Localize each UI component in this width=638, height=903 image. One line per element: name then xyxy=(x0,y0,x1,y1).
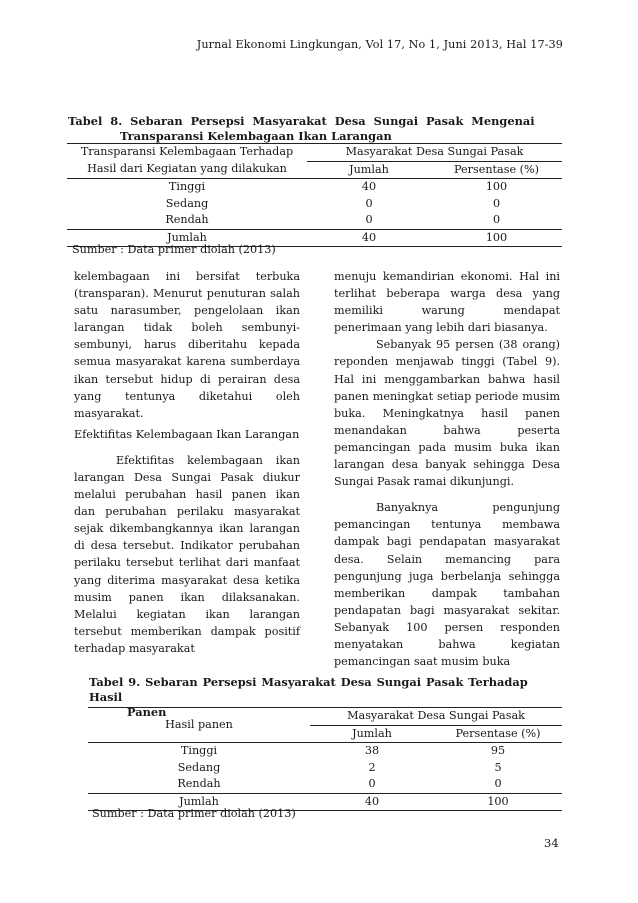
table8-total-jumlah: 40 xyxy=(307,229,431,247)
right-column xyxy=(334,268,560,670)
table8-total-label: Jumlah xyxy=(67,229,307,247)
table8-caption-line2: Transparansi Kelembagaan Ikan Larangan xyxy=(120,129,392,143)
page-number: 34 xyxy=(544,836,559,850)
table8-row-persen: 0 xyxy=(492,196,501,210)
left-column xyxy=(74,268,300,657)
table-row xyxy=(88,776,562,793)
table-row xyxy=(67,212,562,229)
table8-row-jumlah: 0 xyxy=(365,213,373,226)
table9-row-jumlah: 0 xyxy=(368,777,376,790)
table8-source: Sumber : Data primer diolah (2013) xyxy=(72,243,276,256)
table9-source: Sumber : Data primer diolah (2013) xyxy=(92,807,296,820)
table8-sub-persentase: Persentase (%) xyxy=(431,161,562,179)
table-row xyxy=(88,760,562,777)
table9-sub-persentase: Persentase (%) xyxy=(434,725,562,743)
table9-total-label: Jumlah xyxy=(88,793,310,811)
table8-row-label: Rendah xyxy=(165,213,209,226)
left-paragraph-2: Efektifitas kelembagaan ikan larangan Desa Sungai Pasak diukur melalui perubahan hasil panen ikan dan perubahan perilaku masyarakat sejak dikembangkannya ikan larangan di desa tersebut. Indikator perubahan perilaku tersebut terlihat dari manfaat yang diterima masyarakat desa ketika musim panen ikan dilaksanakan. Melalui kegiatan ikan larangan tersebut memberikan dampak positif terhadap masyarakat xyxy=(74,453,300,655)
table9-group-header: Masyarakat Desa Sungai Pasak xyxy=(310,708,562,726)
table9-sub-jumlah: Jumlah xyxy=(310,725,434,743)
right-paragraph-2: Sebanyak 95 persen (38 orang) reponden menjawab tinggi (Tabel 9). Hal ini menggambarkan bahwa hasil panen meningkat setiap periode musim buka. Meningkatnya hasil panen menandakan bahwa peserta pemancingan pada musim buka ikan larangan desa banyak sehingga Desa Sungai Pasak ramai dikunjungi. xyxy=(334,338,560,489)
table9-row-label: Rendah xyxy=(177,777,221,790)
table-row xyxy=(67,179,562,196)
table8 xyxy=(67,143,562,247)
right-paragraph-1: menuju kemandirian ekonomi. Hal ini terlihat beberapa warga desa yang memiliki warung mendapat penerimaan yang lebih dari biasanya. xyxy=(334,270,560,335)
table9-total-jumlah: 40 xyxy=(310,793,434,811)
table9-row-jumlah: 2 xyxy=(368,760,376,774)
table8-col1-header-line1: Transparansi Kelembagaan Terhadap xyxy=(67,144,307,162)
table8-caption-line1: Tabel 8. Sebaran Persepsi Masyarakat Desa Sungai Pasak Mengenai xyxy=(68,114,535,128)
table8-row-label: Sedang xyxy=(165,196,209,210)
table8-row-jumlah: 40 xyxy=(361,180,377,193)
right-paragraph-3: Banyaknya pengunjung pemancingan tentunya membawa dampak bagi pendapatan masyarakat desa. Selain memancing para pengunjung juga berbelanja sehingga memberikan dampak tambahan pendapatan bagi masyarakat sekitar. Sebanyak 100 persen responden menyatakan bahwa kegiatan pemancingan saat musim buka xyxy=(334,501,560,669)
table9-col1-header: Hasil panen xyxy=(88,708,310,743)
table8-group-header: Masyarakat Desa Sungai Pasak xyxy=(307,144,562,162)
table9-caption-line1: Tabel 9. Sebaran Persepsi Masyarakat Desa Sungai Pasak Terhadap Hasil xyxy=(89,675,528,704)
table9-total-persen: 100 xyxy=(434,793,562,811)
table9 xyxy=(88,707,562,811)
journal-header: Jurnal Ekonomi Lingkungan, Vol 17, No 1, Juni 2013, Hal 17-39 xyxy=(196,38,563,51)
table8-row-persen: 100 xyxy=(485,180,508,193)
table9-row-persen: 0 xyxy=(494,777,502,790)
table8-row-jumlah: 0 xyxy=(365,196,373,210)
left-paragraph-1: kelembagaan ini bersifat terbuka (transparan). Menurut penuturan salah satu narasumber, pengelolaan ikan larangan tidak boleh sembunyi-sembunyi, harus diberitahu kepada semua masyarakat karena sumberdaya ikan tersebut hidup di perairan desa yang tentunya diketahui oleh masyarakat. xyxy=(74,270,300,420)
table8-col1-header-line2: Hasil dari Kegiatan yang dilakukan xyxy=(67,161,307,179)
table8-row-persen: 0 xyxy=(492,213,501,226)
table9-row-label: Sedang xyxy=(177,760,221,774)
table9-caption-line2: Panen xyxy=(127,705,167,719)
table8-sub-jumlah: Jumlah xyxy=(307,161,431,179)
table8-row-label: Tinggi xyxy=(168,180,206,193)
table8-total-persen: 100 xyxy=(431,229,562,247)
table9-row-jumlah: 38 xyxy=(364,744,380,757)
table-row xyxy=(67,196,562,213)
table9-row-persen: 95 xyxy=(490,744,506,757)
section-subheading: Efektifitas Kelembagaan Ikan Larangan xyxy=(74,427,300,441)
table9-row-persen: 5 xyxy=(494,760,502,774)
table9-row-label: Tinggi xyxy=(180,744,218,757)
table-row xyxy=(88,743,562,760)
table8-caption xyxy=(68,114,562,144)
